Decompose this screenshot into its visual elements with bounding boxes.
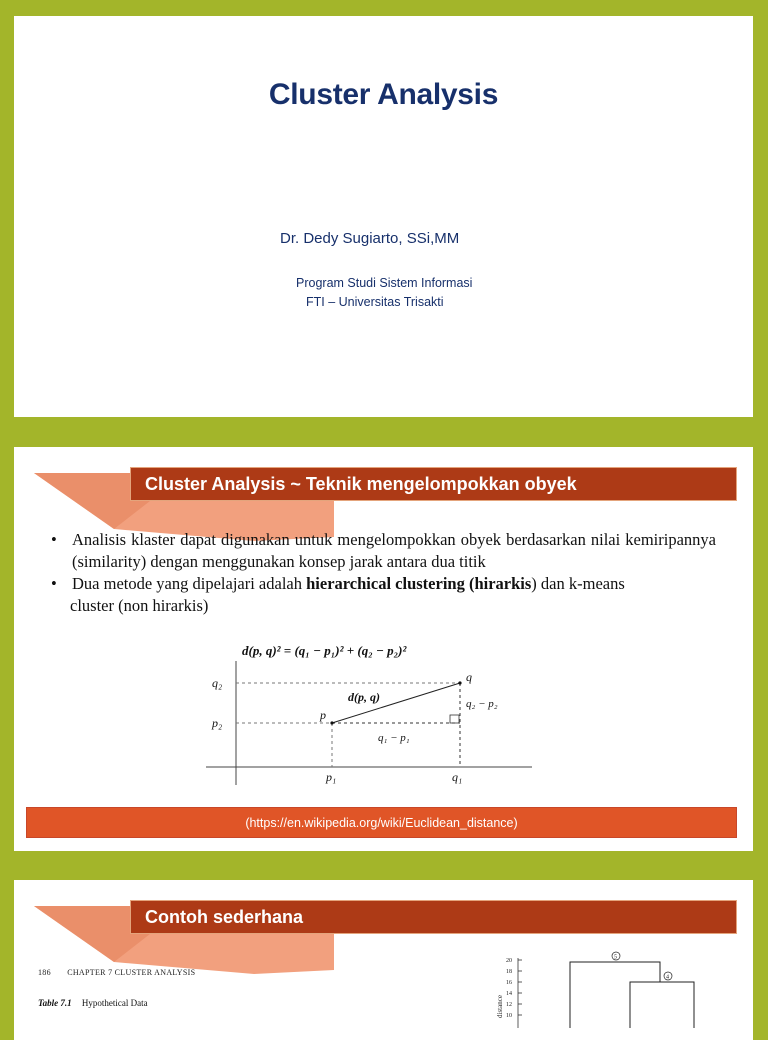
book-page-number: 186 bbox=[38, 968, 51, 977]
slide-title bbox=[14, 16, 753, 417]
dendro-tick: 14 bbox=[506, 991, 512, 997]
dendro-tick: 16 bbox=[506, 980, 512, 986]
bullet-text: ) dan k-means bbox=[531, 574, 625, 593]
dendro-tick: 18 bbox=[506, 969, 512, 975]
slide-title-heading: Cluster Analysis bbox=[268, 78, 499, 111]
book-table-caption bbox=[38, 998, 148, 1008]
book-chapter: CHAPTER 7 CLUSTER ANALYSIS bbox=[67, 968, 196, 977]
point-q-label: q bbox=[466, 670, 472, 684]
bullet-continuation: cluster (non hirarkis) bbox=[70, 596, 209, 615]
dendro-node-label: 4 bbox=[666, 974, 669, 981]
x-label-p1: p₁ bbox=[326, 770, 337, 784]
slide-banner: Cluster Analysis ~ Teknik mengelompokkan obyek bbox=[130, 467, 737, 501]
faculty-name: FTI – Universitas Trisakti bbox=[306, 295, 444, 309]
x-label-q1: q₁ bbox=[452, 770, 463, 784]
bullet-text: Dua metode yang dipelajari adalah bbox=[72, 574, 307, 593]
bullet-item: • Analisis klaster dapat digunakan untuk mengelompokkan obyek berdasarkan nilai kemiripannya (similarity) dengan menggunakan konsep jarak antara dua titik bbox=[51, 530, 716, 571]
dendro-tick: 12 bbox=[506, 1002, 512, 1008]
author-name: Dr. Dedy Sugiarto, SSi,MM bbox=[280, 230, 460, 247]
point-p-label: p bbox=[320, 708, 326, 722]
source-url[interactable]: (https://en.wikipedia.org/wiki/Euclidean_distance) bbox=[26, 807, 737, 838]
dx-label: q₁ − p₁ bbox=[378, 732, 410, 744]
book-header bbox=[38, 968, 195, 977]
affiliation bbox=[296, 274, 472, 312]
slide-simple-example bbox=[14, 880, 753, 1040]
dy-label: q₂ − p₂ bbox=[466, 698, 498, 710]
dendrogram-ylabel: distance bbox=[496, 995, 504, 1018]
table-label: Table 7.1 bbox=[38, 998, 72, 1008]
table-title: Hypothetical Data bbox=[81, 998, 148, 1008]
slide-banner: Contoh sederhana bbox=[130, 900, 737, 934]
distance-formula: d(p, q)² = (q₁ − p₁)² + (q₂ − p₂)² bbox=[242, 643, 407, 658]
point-p bbox=[330, 721, 333, 724]
slide-cluster-analysis bbox=[14, 447, 753, 851]
dendrogram bbox=[494, 948, 714, 1028]
dendro-tick: 20 bbox=[506, 958, 512, 964]
point-q bbox=[458, 681, 461, 684]
bullet-item: • Dua metode yang dipelajari adalah hierarchical clustering (hirarkis) dan k-means bbox=[51, 574, 625, 593]
right-angle-marker bbox=[450, 715, 459, 723]
bullet-text: Analisis klaster dapat digunakan untuk mengelompokkan obyek berdasarkan nilai kemiripannya (similarity) dengan menggunakan konsep jarak antara dua titik bbox=[72, 530, 716, 571]
bullet-bold-text: hierarchical clustering (hirarkis bbox=[306, 574, 532, 593]
y-label-p2: p₂ bbox=[212, 716, 223, 730]
distance-label: d(p, q) bbox=[348, 690, 380, 704]
program-name: Program Studi Sistem Informasi bbox=[296, 276, 473, 290]
dendro-tick: 10 bbox=[506, 1013, 512, 1019]
dendrogram-link-mid bbox=[630, 982, 694, 1028]
dendro-node-label: 5 bbox=[614, 954, 617, 961]
y-label-q2: q₂ bbox=[212, 676, 223, 690]
bullet-list bbox=[46, 529, 716, 617]
euclidean-distance-diagram bbox=[202, 639, 547, 789]
dendrogram-link-top bbox=[570, 962, 660, 1028]
